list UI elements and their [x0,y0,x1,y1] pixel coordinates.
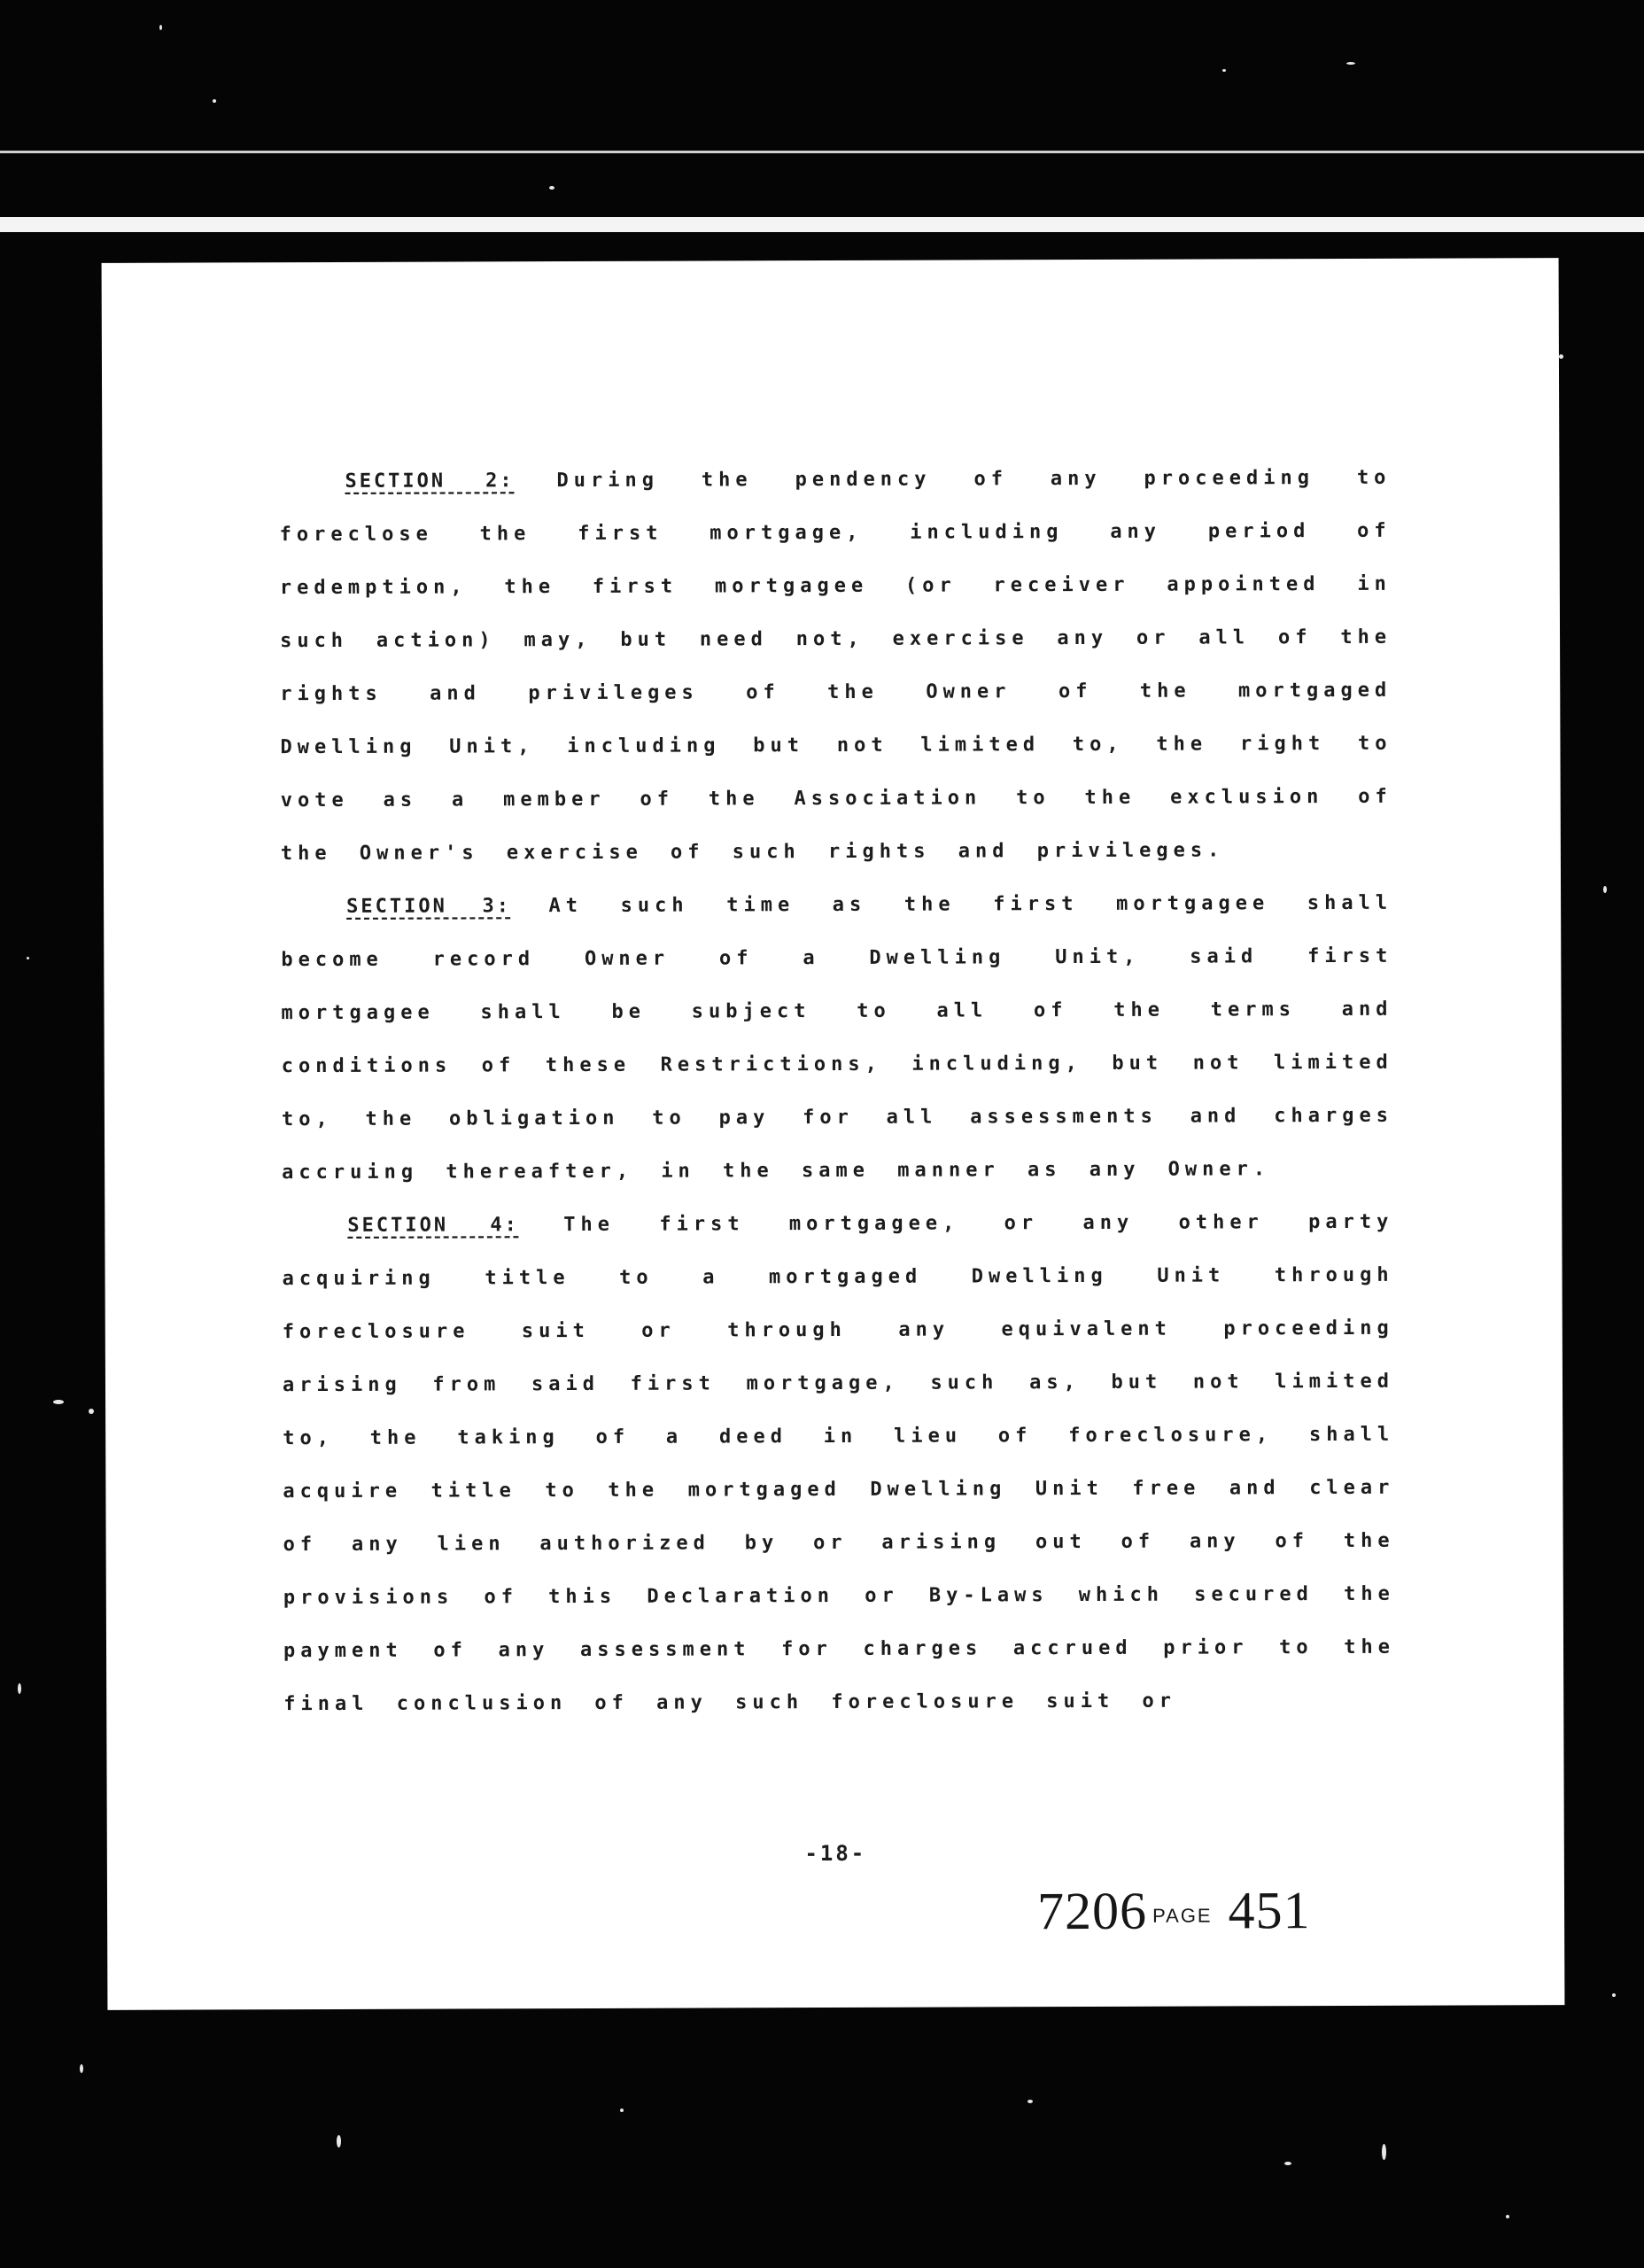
stamp-page-number: 451 [1228,1881,1311,1940]
document-page [102,258,1565,2010]
section-4-heading: SECTION 4: [347,1214,519,1237]
top-scan-rule [0,151,1644,153]
stamp-page-label: PAGE [1152,1904,1213,1927]
section-4-text: The first mortgagee, or any other party acquiring title to a mortgaged Dwelling Unit through foreclosure suit or through any equivalent proceeding arising from said first mortgage, such as, but not limited to, the taking of a deed in lieu of foreclosure, shall acquire title to the mortgaged Dwelling Unit free and clear of any lien authorized by or arising out of any of the provisions of this Declaration or By-Laws which secured the payment of any assessment for charges accrued prior to the final conclusion of any such foreclosure suit or [282,1210,1396,1716]
stamp-book-number: 7206 [1036,1881,1148,1941]
section-3-heading: SECTION 3: [346,895,511,918]
scanner-edge-band [0,217,1644,232]
page-number: -18- [804,1840,867,1867]
section-4-paragraph [282,1196,1395,1731]
body-text [279,452,1395,1731]
section-2-paragraph [279,452,1392,881]
section-3-text: At such time as the first mortgagee shall become record Owner of a Dwelling Unit, said first mortgagee shall be subject to all of the terms and conditions of these Restrictions, including, but not limited to, the obligation to pay for all assessments and charges accruing thereafter, in the same manner as any Owner. [281,891,1393,1184]
section-3-paragraph [281,877,1393,1200]
section-2-text: During the pendency of any proceeding to foreclose the first mortgage, including any period of redemption, the first mortgagee (or receiver appointed in such action) may, but need not, exercise any or all of the rights and privileges of the Owner of the mortgaged Dwelling Unit, including but not limited to, the right to vote as a member of the Association to the exclusion of the Owner's exercise of such rights and privileges. [279,466,1392,866]
section-2-heading: SECTION 2: [345,470,515,493]
recording-stamp [1037,1880,1311,1942]
